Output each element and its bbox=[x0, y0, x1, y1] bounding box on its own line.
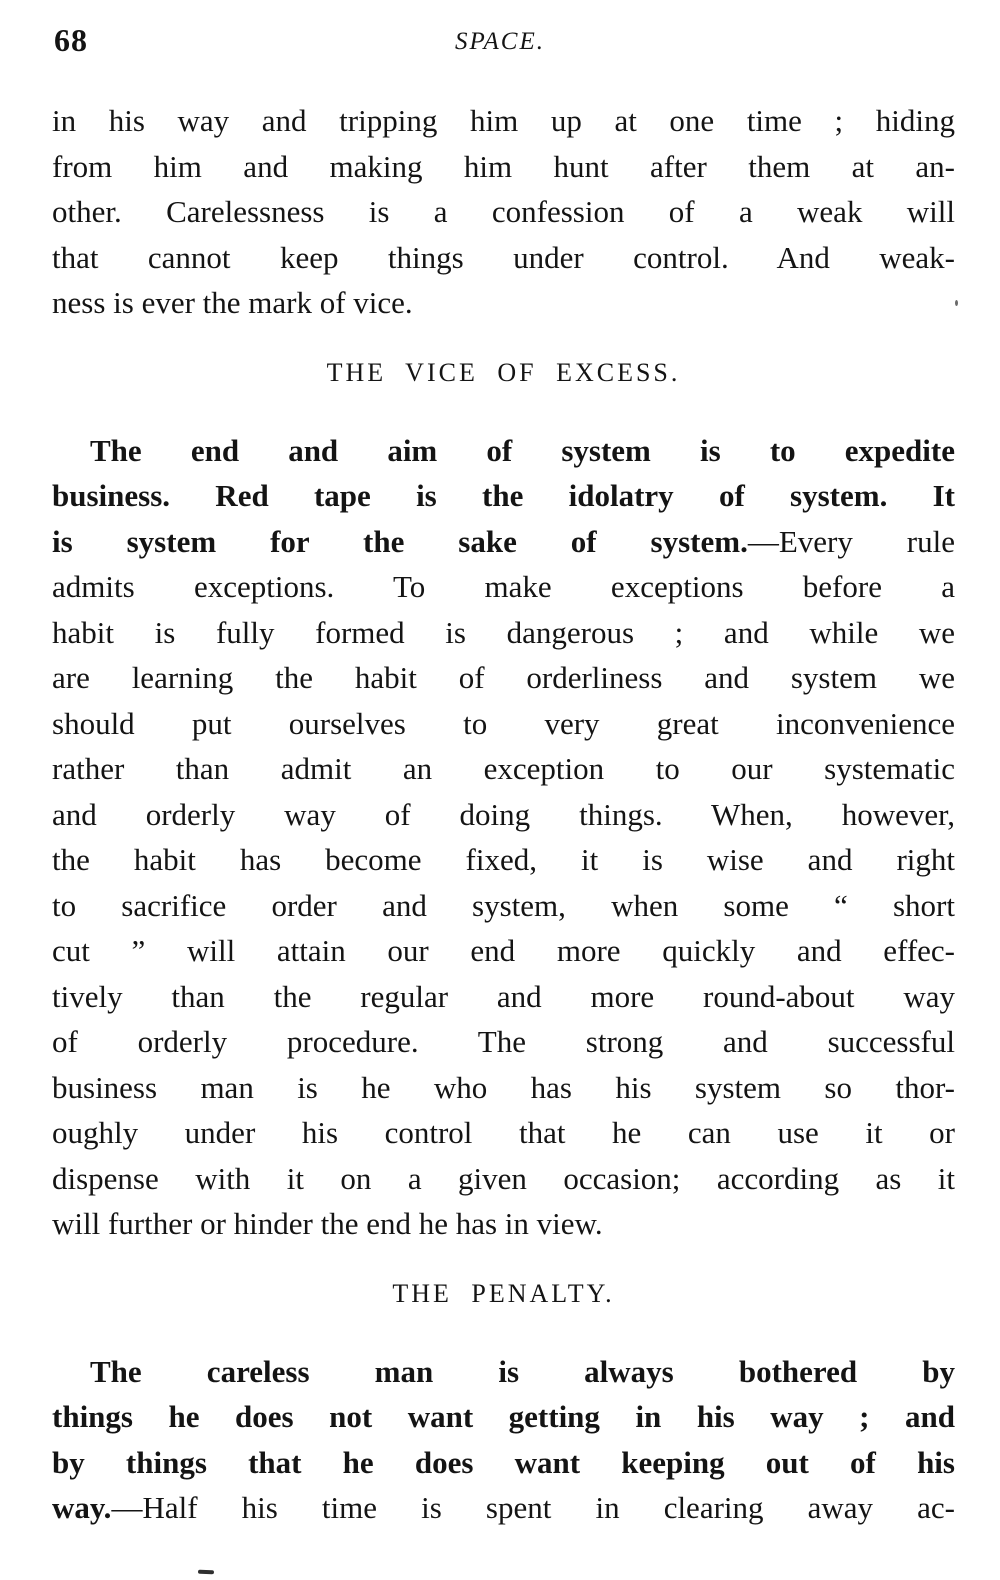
paragraph bbox=[52, 98, 955, 326]
text-segment: dispense with it on a given occasion; according as it bbox=[52, 1160, 955, 1196]
section-heading: THE PENALTY. bbox=[392, 1278, 615, 1308]
section-heading: THE VICE OF EXCESS. bbox=[326, 357, 681, 387]
text-line bbox=[52, 473, 955, 519]
page-content bbox=[52, 98, 955, 1531]
text-line bbox=[52, 928, 955, 974]
text-line bbox=[52, 974, 955, 1020]
text-line bbox=[52, 280, 955, 326]
paragraph bbox=[52, 428, 955, 1247]
text-line bbox=[52, 1349, 955, 1395]
bold-text-segment: things he does not want getting in his way ; and bbox=[52, 1399, 955, 1434]
bold-text-segment: is system for the sake of system. bbox=[52, 523, 748, 559]
text-line bbox=[52, 1394, 955, 1440]
text-line bbox=[52, 519, 955, 565]
text-segment: that cannot keep things under control. And weak- bbox=[52, 239, 955, 275]
text-line bbox=[52, 655, 955, 701]
text-segment: —Every rule bbox=[747, 523, 955, 559]
text-segment: from him and making him hunt after them at an- bbox=[52, 148, 955, 184]
text-line bbox=[52, 1201, 955, 1247]
text-segment: should put ourselves to very great inconvenience bbox=[52, 705, 955, 741]
text-segment: rather than admit an exception to our systematic bbox=[52, 751, 955, 786]
text-segment: are learning the habit of orderliness and system we bbox=[52, 660, 955, 695]
page-number: 68 bbox=[54, 22, 88, 58]
text-line bbox=[52, 883, 955, 929]
text-segment: the habit has become fixed, it is wise and right bbox=[52, 842, 955, 877]
text-line bbox=[52, 189, 955, 235]
text-line bbox=[52, 1019, 955, 1065]
running-title: SPACE. bbox=[454, 28, 545, 55]
text-line bbox=[52, 144, 955, 190]
text-line bbox=[52, 701, 955, 747]
text-line bbox=[52, 235, 955, 281]
bold-text-segment: The careless man is always bothered by bbox=[90, 1353, 955, 1389]
scan-artifact-dot bbox=[955, 300, 958, 306]
text-segment: ness is ever the mark of vice. bbox=[52, 285, 413, 320]
text-line bbox=[52, 1065, 955, 1111]
text-line bbox=[52, 837, 955, 883]
text-line bbox=[52, 1440, 955, 1486]
text-line bbox=[52, 428, 955, 474]
text-segment: in his way and tripping him up at one time ; hiding bbox=[52, 103, 955, 138]
bold-text-segment: way. bbox=[52, 1490, 112, 1525]
text-segment: oughly under his control that he can use it or bbox=[52, 1115, 955, 1150]
text-line bbox=[52, 98, 955, 144]
text-line bbox=[52, 1485, 955, 1531]
text-segment: —Half his time is spent in clearing away ac- bbox=[111, 1490, 955, 1525]
bold-text-segment: The end and aim of system is to expedite bbox=[90, 432, 955, 468]
text-line bbox=[52, 1110, 955, 1156]
bold-text-segment: business. Red tape is the idolatry of system. It bbox=[52, 478, 955, 513]
scan-artifact-dash bbox=[198, 1570, 214, 1575]
text-line bbox=[52, 610, 955, 656]
text-segment: tively than the regular and more round-about way bbox=[52, 978, 955, 1014]
paragraph bbox=[52, 1349, 955, 1531]
text-segment: habit is fully formed is dangerous ; and while we bbox=[52, 614, 955, 650]
text-segment: other. Carelessness is a confession of a weak will bbox=[52, 194, 955, 229]
text-segment: business man is he who has his system so thor- bbox=[52, 1069, 955, 1105]
text-segment: cut ” will attain our end more quickly and effec- bbox=[52, 933, 955, 968]
text-line bbox=[52, 1156, 955, 1202]
text-segment: to sacrifice order and system, when some “ short bbox=[52, 887, 955, 923]
text-line bbox=[52, 564, 955, 610]
text-line bbox=[52, 746, 955, 792]
text-segment: will further or hinder the end he has in view. bbox=[52, 1206, 603, 1241]
text-segment: of orderly procedure. The strong and successful bbox=[52, 1024, 955, 1059]
text-segment: admits exceptions. To make exceptions before a bbox=[52, 569, 955, 604]
text-line bbox=[52, 792, 955, 838]
text-segment: and orderly way of doing things. When, however, bbox=[52, 796, 955, 832]
bold-text-segment: by things that he does want keeping out of his bbox=[52, 1444, 955, 1480]
